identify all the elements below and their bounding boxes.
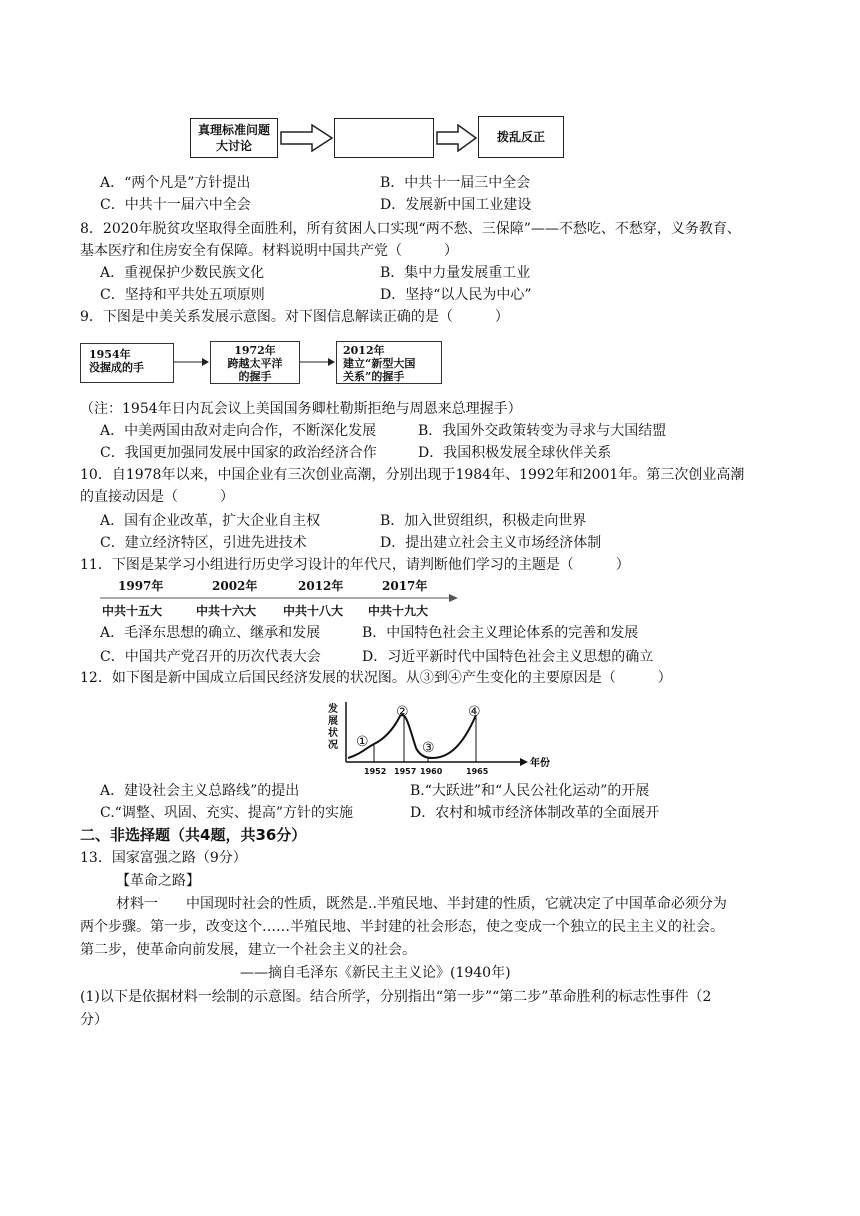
q8-option-a: A．重视保护少数民族文化 (100, 265, 265, 281)
q13-source: ——摘自毛泽东《新民主主义论》(1940年) (240, 965, 511, 981)
q9-box-text: 2012年 (343, 344, 385, 357)
q8-stem-line1: 8．2020年脱贫攻坚取得全面胜利，所有贫困人口实现“两不愁、三保障”——不愁吃、不愁穿，义务教育、 (80, 221, 741, 237)
q8-option-d: D．坚持“以人民为中心” (380, 287, 532, 303)
q11-option-c: C．中国共产党召开的历次代表大会 (100, 649, 321, 665)
q12-mark: ① (356, 734, 369, 750)
q9-box-text: 建立“新型大国 (343, 357, 416, 370)
q12-option-d: D．农村和城市经济体制改革的全面展开 (410, 805, 660, 821)
q9-arrow-2 (300, 357, 336, 367)
q12-economy-chart (326, 700, 556, 780)
q11-year: 2017年 (382, 579, 428, 593)
q12-option-c: C.“调整、巩固、充实、提高”方针的实施 (100, 805, 353, 821)
q7-option-b: B．中共十一届三中全会 (380, 175, 531, 191)
q9-box-text: 的握手 (238, 370, 272, 383)
flow-box-set-right (478, 116, 564, 158)
q12-ylabel-char: 况 (328, 740, 338, 751)
q12-xlabel: 年份 (530, 758, 550, 769)
q11-option-a: A．毛泽东思想的确立、继承和发展 (100, 625, 321, 641)
q11-event: 中共十五大 (102, 604, 163, 618)
q12-x-arrow (520, 758, 528, 766)
q10-option-a: A．国有企业改革，扩大企业自主权 (100, 513, 321, 529)
q11-year: 2012年 (298, 579, 344, 593)
q9-box-text: 没握成的手 (89, 361, 144, 374)
q12-year-tick: 1952 (364, 767, 387, 776)
q10-stem-line1: 10．自1978年以来，中国企业有三次创业高潮，分别出现于1984年、1992年和2001年。第三次创业高潮 (80, 467, 745, 483)
q8-stem-line2: 基本医疗和住房安全有保障。材料说明中国共产党（ ） (80, 243, 458, 259)
q12-year-tick: 1965 (466, 767, 489, 776)
q12-option-b: B.“大跃进”和“人民公社化运动”的开展 (410, 783, 650, 799)
q9-box-text: 跨越太平洋 (227, 357, 283, 370)
q12-year-tick: 1957 (394, 767, 417, 776)
q10-option-c: C．建立经济特区，引进先进技术 (100, 535, 307, 551)
flow-box-text: 真理标准问题 (197, 123, 270, 137)
flow-arrow-1 (280, 124, 334, 152)
q11-timeline (100, 578, 460, 622)
q10-option-b: B．加入世贸组织，积极走向世界 (380, 513, 587, 529)
q12-stem: 12．如下图是新中国成立后国民经济发展的状况图。从③到④产生变化的主要原因是（ ） (80, 670, 672, 686)
q9-box-1954 (80, 343, 174, 383)
q10-option-d: D．提出建立社会主义市场经济体制 (380, 535, 602, 551)
q13-subtitle: 【革命之路】 (116, 873, 200, 889)
flow-box-text: 大讨论 (215, 139, 252, 153)
q11-option-b: B．中国特色社会主义理论体系的完善和发展 (362, 625, 639, 641)
q9-option-c: C．我国更加强同发展中国家的政治经济合作 (100, 445, 377, 461)
q12-ylabel-char: 展 (328, 716, 338, 727)
q7-option-c: C．中共十一届六中全会 (100, 197, 251, 213)
q8-option-c: C．坚持和平共处五项原则 (100, 287, 265, 303)
flow-box-truth-debate (190, 118, 278, 158)
q9-option-d: D．我国积极发展全球伙伴关系 (418, 445, 612, 461)
q9-arrow-1 (174, 357, 210, 367)
q9-note: （注：1954年日内瓦会议上美国国务卿杜勒斯拒绝与周恩来总理握手） (80, 401, 522, 417)
q12-mark: ③ (422, 740, 435, 756)
q7-option-a: A．“两个凡是”方针提出 (100, 175, 251, 191)
q9-option-a: A．中美两国由敌对走向合作，不断深化发展 (100, 423, 377, 439)
flow-arrow-2 (436, 124, 478, 152)
q12-mark: ② (396, 704, 409, 720)
q12-ylabel-char: 状 (328, 728, 338, 739)
q13-title: 13．国家富强之路（9分） (80, 850, 247, 866)
q12-option-a: A．建设社会主义总路线”的提出 (100, 783, 300, 799)
q11-event: 中共十八大 (283, 604, 344, 618)
q9-box-1972 (210, 341, 300, 384)
q9-option-b: B．我国外交政策转变为寻求与大国结盟 (418, 423, 667, 439)
q11-option-d: D．习近平新时代中国特色社会主义思想的确立 (362, 649, 654, 665)
q11-year: 2002年 (212, 579, 258, 593)
q9-box-text: 关系”的握手 (343, 370, 405, 383)
q13-part1-line2: 分） (80, 1012, 108, 1028)
flow-box-text: 拨乱反正 (496, 130, 545, 144)
q13-material-line1: 材料一 中国现时社会的性质，既然是..半殖民地、半封建的性质，它就决定了中国革命必须分为 (116, 896, 727, 912)
q11-event: 中共十九大 (368, 604, 429, 618)
q9-box-text: 1972年 (234, 344, 276, 357)
q13-material-line3: 第二步，使革命向前发展，建立一个社会主义的社会。 (80, 942, 416, 958)
q12-mark: ④ (468, 704, 481, 720)
q12-ylabel-char: 发 (328, 704, 338, 715)
q7-option-d: D．发展新中国工业建设 (380, 197, 532, 213)
q9-box-2012 (336, 341, 442, 384)
q10-stem-line2: 的直接动因是（ ） (80, 489, 234, 505)
flow-box-blank (334, 118, 434, 158)
section-2-heading: 二、非选择题（共4题，共36分） (80, 826, 307, 844)
q13-material-line2: 两个步骤。第一步，改变这个……半殖民地、半封建的社会形态，使之变成一个独立的民主主义的社会。 (80, 919, 724, 935)
q9-stem: 9．下图是中美关系发展示意图。对下图信息解读正确的是（ ） (80, 309, 509, 325)
q13-part1-line1: (1)以下是依据材料一绘制的示意图。结合所学，分别指出“第一步”“第二步”革命胜利的标志性事件（2 (80, 989, 712, 1005)
q9-box-text: 1954年 (89, 348, 131, 361)
q11-stem: 11．下图是某学习小组进行历史学习设计的年代尺，请判断他们学习的主题是（ ） (80, 557, 630, 573)
q11-year: 1997年 (118, 579, 164, 593)
q11-event: 中共十六大 (196, 604, 257, 618)
q8-option-b: B．集中力量发展重工业 (380, 265, 531, 281)
q12-year-tick: 1960 (420, 767, 443, 776)
